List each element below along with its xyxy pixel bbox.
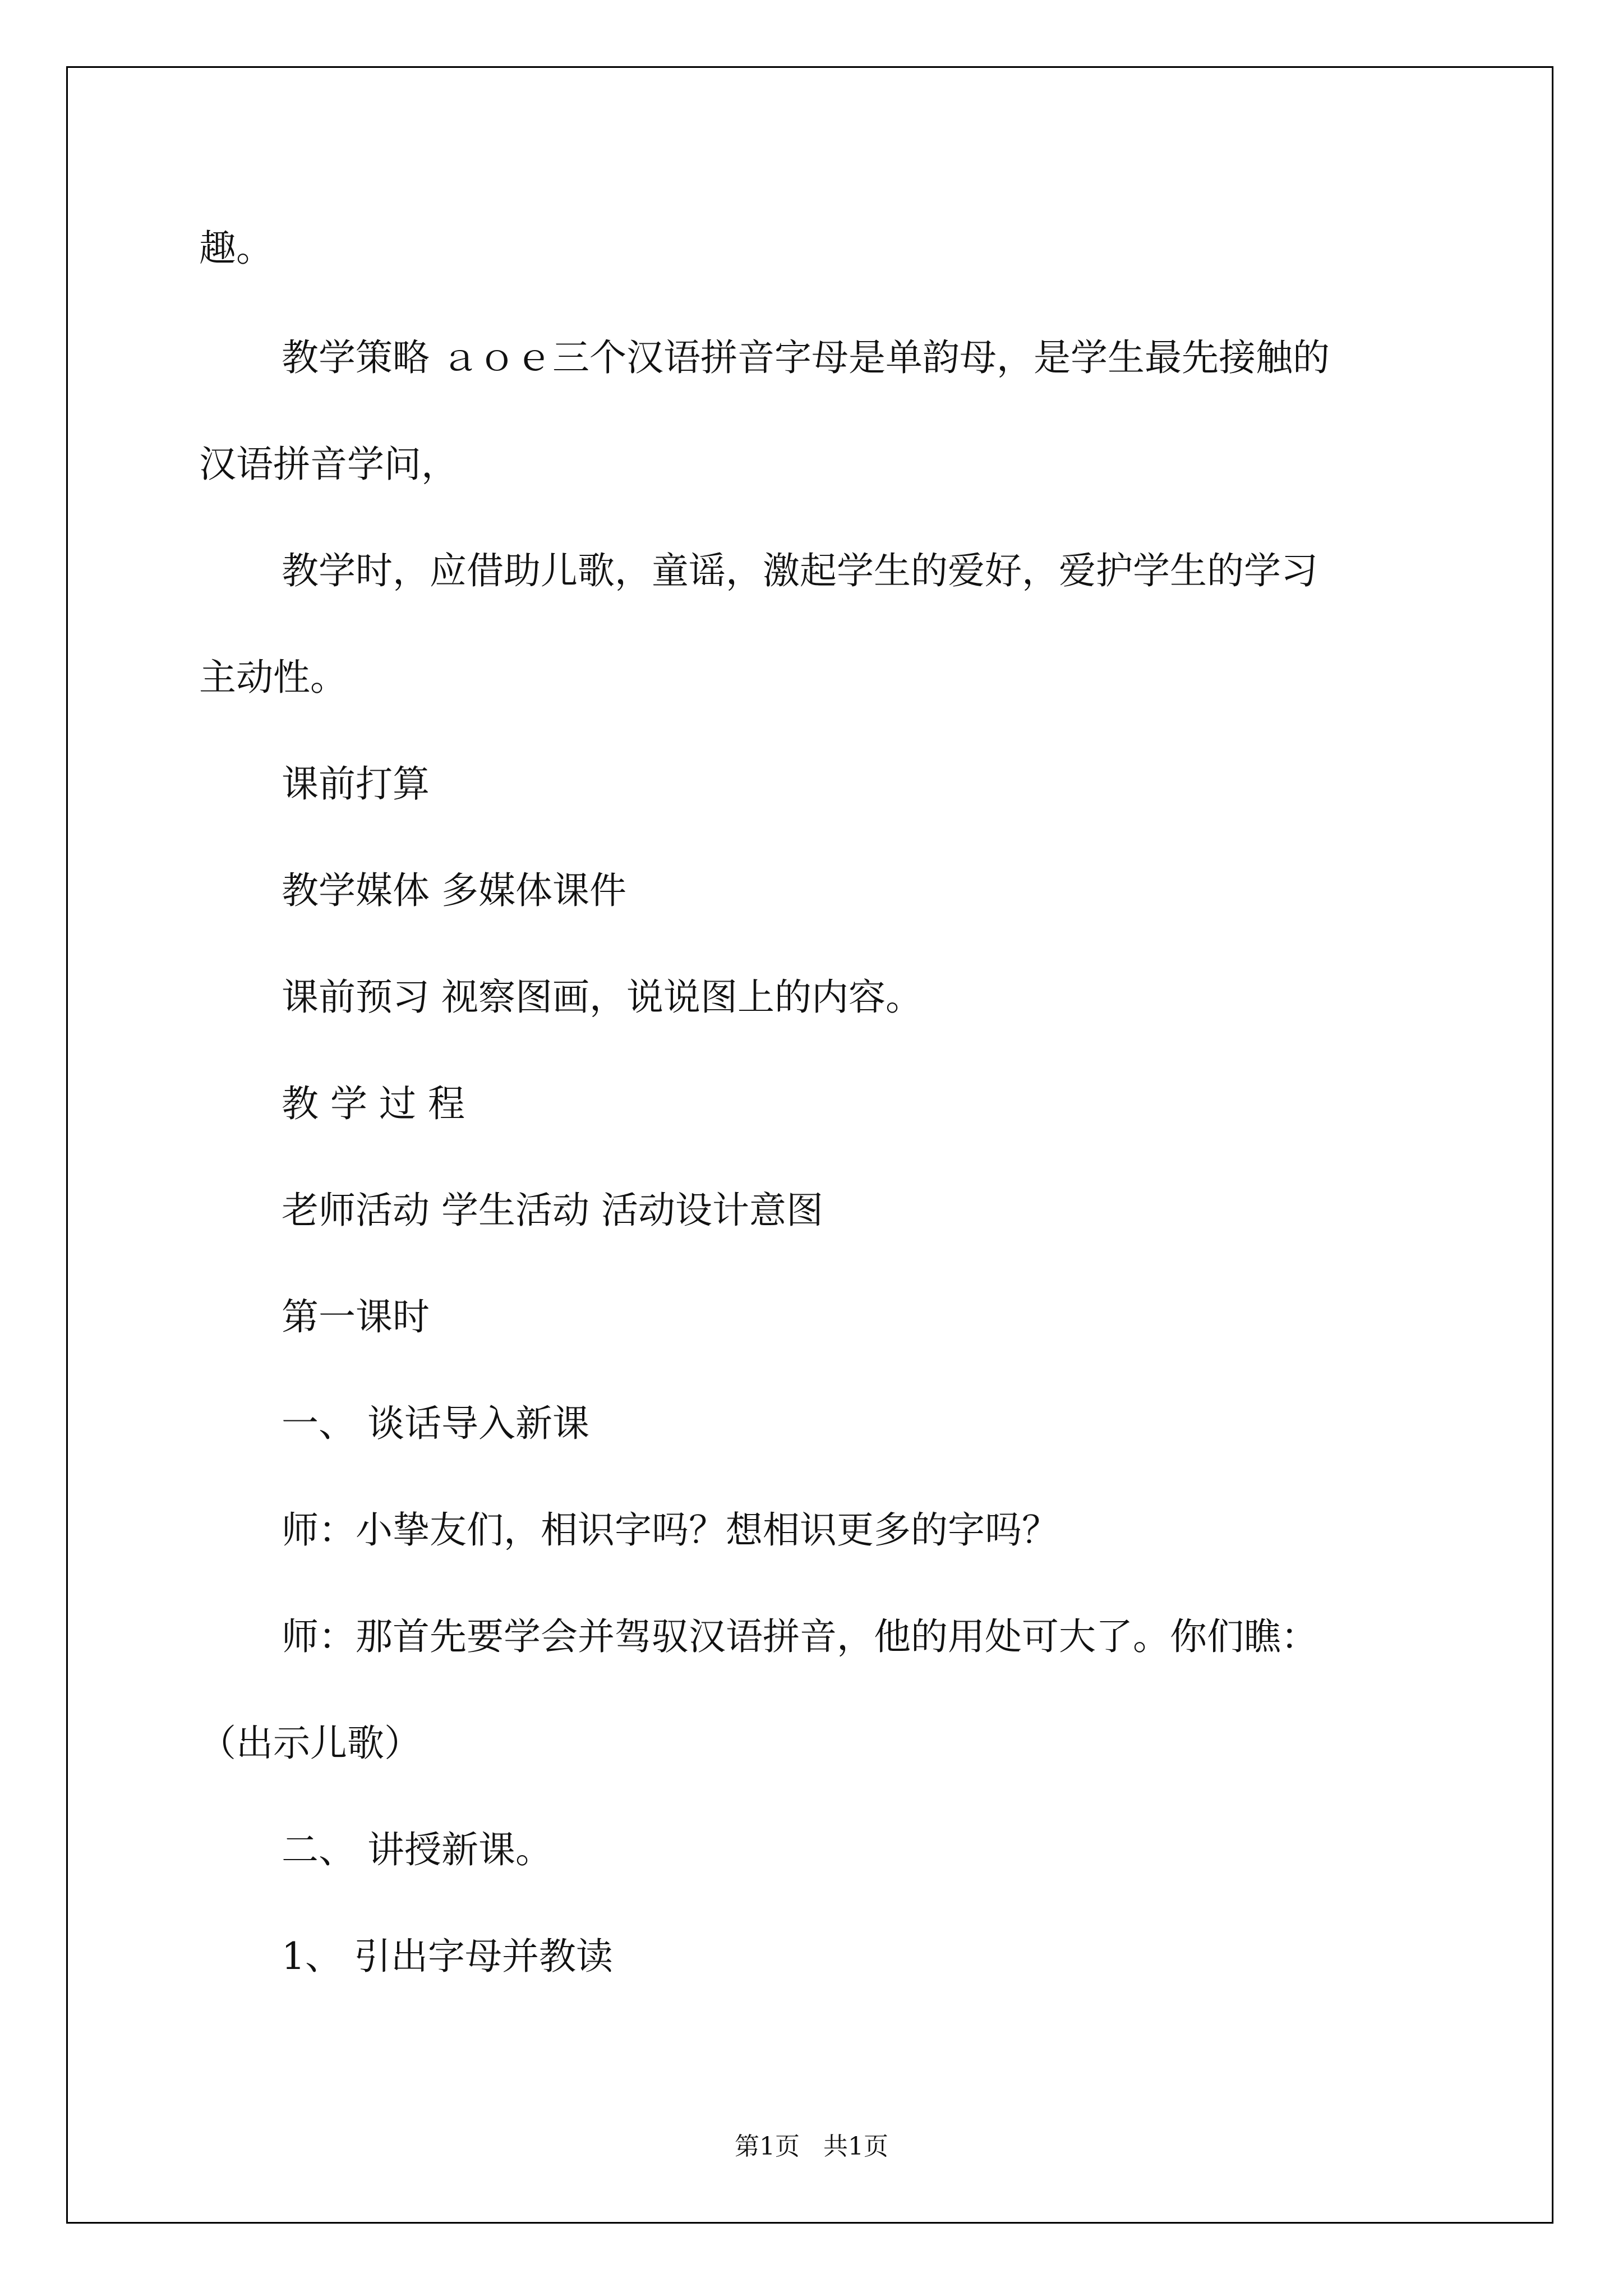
- text-line: 课前预习 视察图画，说说图上的内容。: [282, 976, 923, 1019]
- page-total: 共1页: [823, 2132, 888, 2161]
- text-line: 老师活动 学生活动 活动设计意图: [282, 1189, 823, 1232]
- text-line: 教 学 过 程: [282, 1082, 465, 1125]
- text-line: 教学策略 ａｏｅ三个汉语拼音字母是单韵母，是学生最先接触的: [282, 336, 1330, 379]
- text-line: 一、 谈话导入新课: [282, 1402, 589, 1445]
- text-line: 教学时，应借助儿歌，童谣，激起学生的爱好，爱护学生的学习: [282, 549, 1318, 592]
- text-line: 二、 讲授新课。: [282, 1828, 552, 1871]
- text-line: 汉语拼音学问，: [199, 443, 458, 486]
- text-line: 第一课时: [282, 1295, 430, 1338]
- page-number: 第1页: [735, 2132, 800, 2161]
- text-line: （出示儿歌）: [199, 1722, 421, 1765]
- text-line: 课前打算: [282, 762, 430, 806]
- text-line: 1、 引出字母并教读: [282, 1935, 613, 1978]
- text-line: 主动性。: [199, 656, 347, 699]
- text-line: 教学媒体 多媒体课件: [282, 869, 626, 912]
- text-line: 师：小挚友们，相识字吗？想相识更多的字吗？: [282, 1508, 1059, 1552]
- page-footer: [0, 2126, 1623, 2162]
- text-line: 师：那首先要学会并驾驭汉语拼音，他的用处可大了。你们瞧：: [282, 1615, 1318, 1658]
- text-line: 趣。: [199, 227, 273, 270]
- page-border: [66, 66, 1553, 2224]
